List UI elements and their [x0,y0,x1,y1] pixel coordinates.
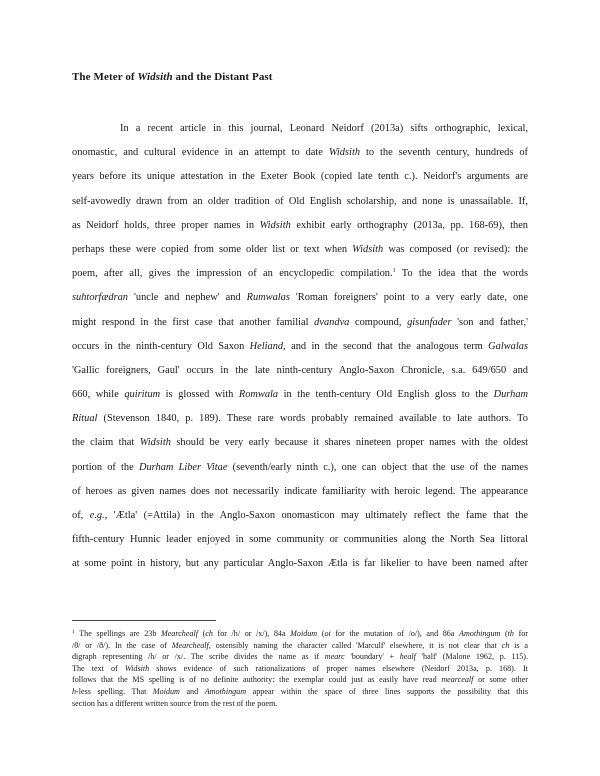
text-run: and [179,686,205,696]
body-line [72,335,528,359]
italic-term: Widsith [259,219,291,231]
text-run: In a recent article in this journal, Leonard Neidorf (2013a) sifts orthographic, lexical, [120,123,528,134]
text-run: 'son and father,' [451,316,528,328]
italic-term: mearc [324,652,345,662]
text-run: ( [197,629,206,638]
text-run: digraph representing /h/ or /x/. The scribe divides the name as if [72,652,325,662]
italic-term: Widsith [124,663,150,673]
italic-term: Heliand [249,340,284,352]
body-line [72,286,528,310]
italic-term: gisunfader [407,316,452,328]
italic-term: Galwalas [488,340,528,352]
article-title [72,71,273,83]
body-line [72,456,528,480]
body-line [72,165,528,189]
text-run: compound, [349,316,408,328]
text-run: ( [500,629,508,638]
body-line [72,407,528,431]
body-line [72,238,528,262]
body-line [72,311,528,335]
italic-term: Mearchealf [160,629,198,638]
text-run: years before its unique attestation in the Exeter Book (copied late tenth c.). Neidorf's arguments are [72,171,528,183]
text-run: was composed (or revised): the [383,243,528,255]
text-run: of heroes as given names does not necessarily indicate familiarity with heroic legend. The appearance [72,485,528,497]
text-run: self-avowedly drawn from an older tradition of Old English scholarship, and none is unassailable. If, [72,195,528,207]
italic-term: Mearchealf [171,640,209,650]
text-run: poem, after all, gives the impression of an encyclopedic compilation. [72,268,393,280]
italic-term: mearcealf [441,675,474,685]
text-run: the claim that [72,437,140,449]
text-run: 'Roman foreigners' point to a very early date, one [289,292,528,304]
body-line [72,552,528,576]
title-italic: Widsith [137,71,173,83]
text-run: exhibit early orthography (2013a, pp. 168-69), then [290,219,529,231]
italic-term: Durham Liber Vitae [138,461,228,473]
text-run: fifth-century Hunnic leader enjoyed in some community or communities along the North Sea littoral [72,534,528,546]
body-line [72,504,528,528]
text-run: to the seventh century, hundreds of [360,147,528,159]
footnote-separator [72,620,216,621]
italic-term: quiritum [124,389,161,401]
text-run: section has a different written source from the rest of the poem. [72,698,278,708]
text-run: is a [509,640,529,650]
text-run: , ostensibly naming the character called 'Marculf' elsewhere, it is not clear that [208,640,502,650]
text-run: -less spelling. That [76,686,153,696]
footnote-line [72,640,528,652]
body-line [72,117,528,141]
title-prefix: The Meter of [72,71,138,83]
text-run: of, [72,510,90,521]
text-run: follows that the MS spelling is of no definite authority: the exemplar could just as easily have read [72,675,442,685]
footnote-line [72,674,528,686]
italic-term: ch [205,629,213,638]
footnote-marker: 1 [392,268,396,275]
text-run: The spellings are 23b [74,629,161,638]
italic-term: Ritual [72,413,98,425]
italic-term: th [507,629,514,638]
body-paragraph [72,117,528,577]
text-run: 'Gallic foreigners, Gaul' occurs in the late ninth-century Anglo-Saxon Chronicle, s.a. 649/650 and [72,364,528,376]
italic-term: dvandva [314,316,350,328]
text-run: for /h/ or /x/), 84a [212,629,291,638]
text-run: , and in the second that the analogous term [283,340,489,352]
italic-term: Romwala [238,389,279,401]
body-line [72,383,528,407]
italic-term: oi [324,629,331,638]
text-run: appear within the space of three lines supports the possibility that this [246,686,528,696]
italic-term: suhtorfædran [72,292,129,304]
italic-term: Moidum [152,686,180,696]
body-line [72,528,528,552]
body-line [72,262,528,286]
text-run: 'uncle and nephew' and [128,292,247,304]
body-line [72,431,528,455]
italic-term: Widsith [328,147,361,159]
body-line [72,359,528,383]
text-run: ( [317,629,325,638]
italic-term: Durham [493,389,529,401]
text-run: 'half' (Malone 1962, p. 115). [415,652,529,662]
italic-term: ch [501,640,510,650]
text-run: for [513,629,529,638]
text-run: at some point in history, but any particular Anglo-Saxon Ætla is far likelier to have been named after [72,558,528,570]
text-run: for the mutation of /o/), and 86a [330,629,459,638]
text-run: as Neidorf holds, three proper names in [72,219,260,231]
italic-term: Amothingum [459,629,501,638]
text-run: shows evidence of such rationalizations of proper names elsewhere (Neidorf 2013a, p. 168). It [149,663,528,673]
footnote-line [72,663,528,675]
title-suffix: and the Distant Past [172,71,273,83]
footnote-line [72,698,528,710]
body-line [72,480,528,504]
footnote-line [72,686,528,698]
text-run: To the idea that the words [395,268,528,280]
footnote-line [72,628,528,640]
text-run: 'boundary' + [344,652,400,662]
body-line [72,214,528,238]
body-line [72,141,528,165]
text-run: or some other [473,675,528,685]
text-run: should be very early because it shares nineteen proper names with the oldest [170,437,528,449]
text-run: in the tenth-century Old English gloss to the [278,389,494,401]
text-run: , 'Ætla' (=Attila) in the Anglo-Saxon onomasticon may ultimately reflect the fame that the [104,510,528,521]
italic-term: Widsith [139,437,171,449]
text-run: /θ/ or /ð/). In the case of [72,640,172,650]
italic-term: Widsith [352,243,384,255]
text-run: 660, while [72,389,125,401]
italic-term: e.g. [89,510,105,521]
italic-term: healf [399,652,416,662]
text-run: (seventh/early ninth c.), one can object that the use of the names [227,461,528,473]
text-run: (Stevenson 1840, p. 189). These rare words probably remained available to late authors. To [97,413,528,425]
text-run: portion of the [72,461,139,473]
text-run: is glossed with [160,389,239,401]
text-run: might respond in the first case that another familial [72,316,315,328]
footnote-line [72,651,528,663]
italic-term: Moidum [290,629,318,638]
footnote-marker: 1 [72,629,75,635]
italic-term: Amothingum [204,686,247,696]
text-run: occurs in the ninth-century Old Saxon [72,340,250,352]
italic-term: Rumwalas [246,292,290,304]
text-run: The text of [72,663,125,673]
italic-term: h [72,686,77,696]
text-run: perhaps these were copied from some older list or text when [72,243,353,255]
text-run: onomastic, and cultural evidence in an attempt to date [72,147,329,159]
body-line [72,190,528,214]
footnote-1 [72,628,528,709]
